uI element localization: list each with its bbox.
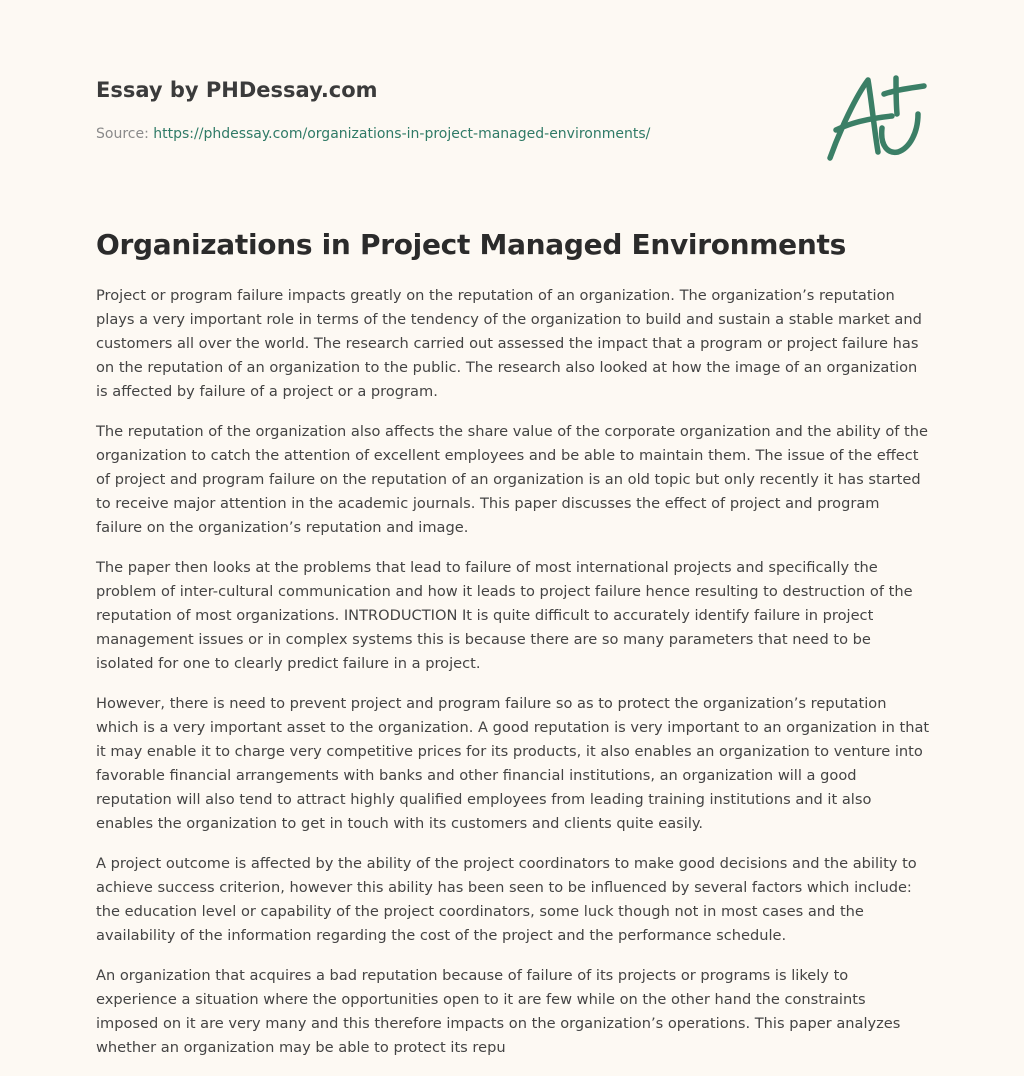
article-title: Organizations in Project Managed Environments: [96, 228, 846, 261]
site-header: [96, 76, 796, 144]
paragraph: The reputation of the organization also affects the share value of the corporate organization and the ability of the organization to catch the attention of excellent employees and be able to maintain them. The issue of the effect of project and program failure on the reputation of an organization is an old topic but only recently it has started to receive major attention in the academic journals. This paper discusses the effect of project and program failure on the organization’s reputation and image.: [96, 423, 929, 536]
source-link[interactable]: https://phdessay.com/organizations-in-project-managed-environments/: [153, 126, 651, 142]
brand-title: Essay by PHDessay.com: [96, 78, 378, 102]
paragraph: The paper then looks at the problems that lead to failure of most international projects and specifically the problem of inter-cultural communication and how it leads to project failure hence resulting to destruction of the reputation of most organizations. INTRODUCTION It is quite difficult to accurately identify failure in project management issues or in complex systems this is because there are so many parameters that need to be isolated for one to clearly predict failure in a project.: [96, 559, 913, 672]
source-line: [96, 124, 796, 144]
paragraph: However, there is need to prevent project and program failure so as to protect the organization’s reputation which is a very important asset to the organization. A good reputation is very important to an organization in that it may enable it to charge very competitive prices for its products, it also enables an organization to venture into favorable financial arrangements with banks and other financial institutions, an organization will a good reputation will also tend to attract highly qualified employees from leading training institutions and it also enables the organization to get in touch with its customers and clients quite easily.: [96, 695, 930, 832]
paragraph: A project outcome is affected by the ability of the project coordinators to make good decisions and the ability to achieve success criterion, however this ability has been seen to be influenced by several factors which include: the education level or capability of the project coordinators, some luck though not in most cases and the availability of the information regarding the cost of the project and the performance schedule.: [96, 855, 917, 944]
paragraph: Project or program failure impacts greatly on the reputation of an organization. The organization’s reputation plays a very important role in terms of the tendency of the organization to build and sustain a stable market and customers all over the world. The research carried out assessed the impact that a program or project failure has on the reputation of an organization to the public. The research also looked at how the image of an organization is affected by failure of a project or a program.: [96, 287, 922, 400]
article-body: [96, 284, 930, 1076]
source-label: Source:: [96, 126, 154, 142]
a-plus-logo-icon: [822, 68, 932, 164]
paragraph: An organization that acquires a bad reputation because of failure of its projects or programs is likely to experience a situation where the opportunities open to it are few while on the other hand the constraints imposed on it are very many and this therefore impacts on the organization’s operations. This paper analyzes whether an organization may be able to protect its repu: [96, 967, 901, 1056]
